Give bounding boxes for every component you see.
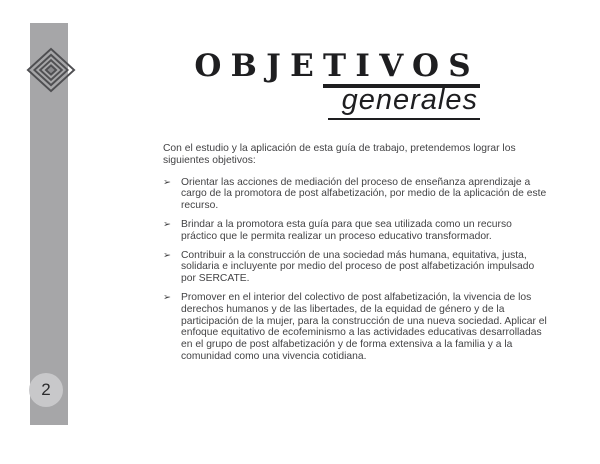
bullet-arrow-icon: ➢	[163, 291, 171, 303]
intro-paragraph: Con el estudio y la aplicación de esta guía de trabajo, pretendemos lograr los siguientes objetivos:	[163, 143, 516, 166]
list-item	[163, 219, 547, 243]
title-plain-part: OBJE	[194, 48, 324, 84]
page-subtitle: generales	[328, 85, 480, 120]
heading-block	[150, 48, 480, 120]
title-underlined-part: TIVOS	[323, 48, 480, 88]
list-item-text: Orientar las acciones de mediación del proceso de enseñanza aprendizaje a cargo de la promotora de post alfabetización, por medio de la aplicación de este recurso.	[181, 176, 547, 212]
list-item-text: Contribuir a la construcción de una sociedad más humana, equitativa, justa, solidaria e incluyente por medio del proceso de post alfabetización impulsado por SERCATE.	[181, 249, 535, 285]
bullet-arrow-icon: ➢	[163, 176, 171, 188]
diamond-ornament-icon	[27, 48, 76, 93]
bullet-arrow-icon: ➢	[163, 218, 171, 230]
objectives-list	[163, 177, 547, 363]
page-title	[150, 48, 480, 84]
list-item	[163, 292, 547, 363]
page-number: 2	[41, 380, 51, 399]
page-subtitle-line	[150, 85, 480, 120]
body-content	[163, 143, 547, 370]
list-item-text: Promover en el interior del colectivo de post alfabetización, la vivencia de los derechos humanos y de las libertades, de la equidad de género y de la participación de la mujer, para la construcción de una nueva sociedad. Aplicar el enfoque equitativo de ecofeminismo a las actividades educativas desarrolladas en el grupo de post alfabetización y de forma extensiva a la familia y a la comunidad como una vivencia cotidiana.	[181, 291, 547, 362]
list-item	[163, 250, 547, 285]
page-number-badge	[29, 373, 63, 407]
list-item-text: Brindar a la promotora esta guía para que sea utilizada como un recurso práctico que le permita realizar un proceso educativo transformador.	[181, 218, 512, 242]
list-item	[163, 177, 547, 212]
bullet-arrow-icon: ➢	[163, 249, 171, 261]
